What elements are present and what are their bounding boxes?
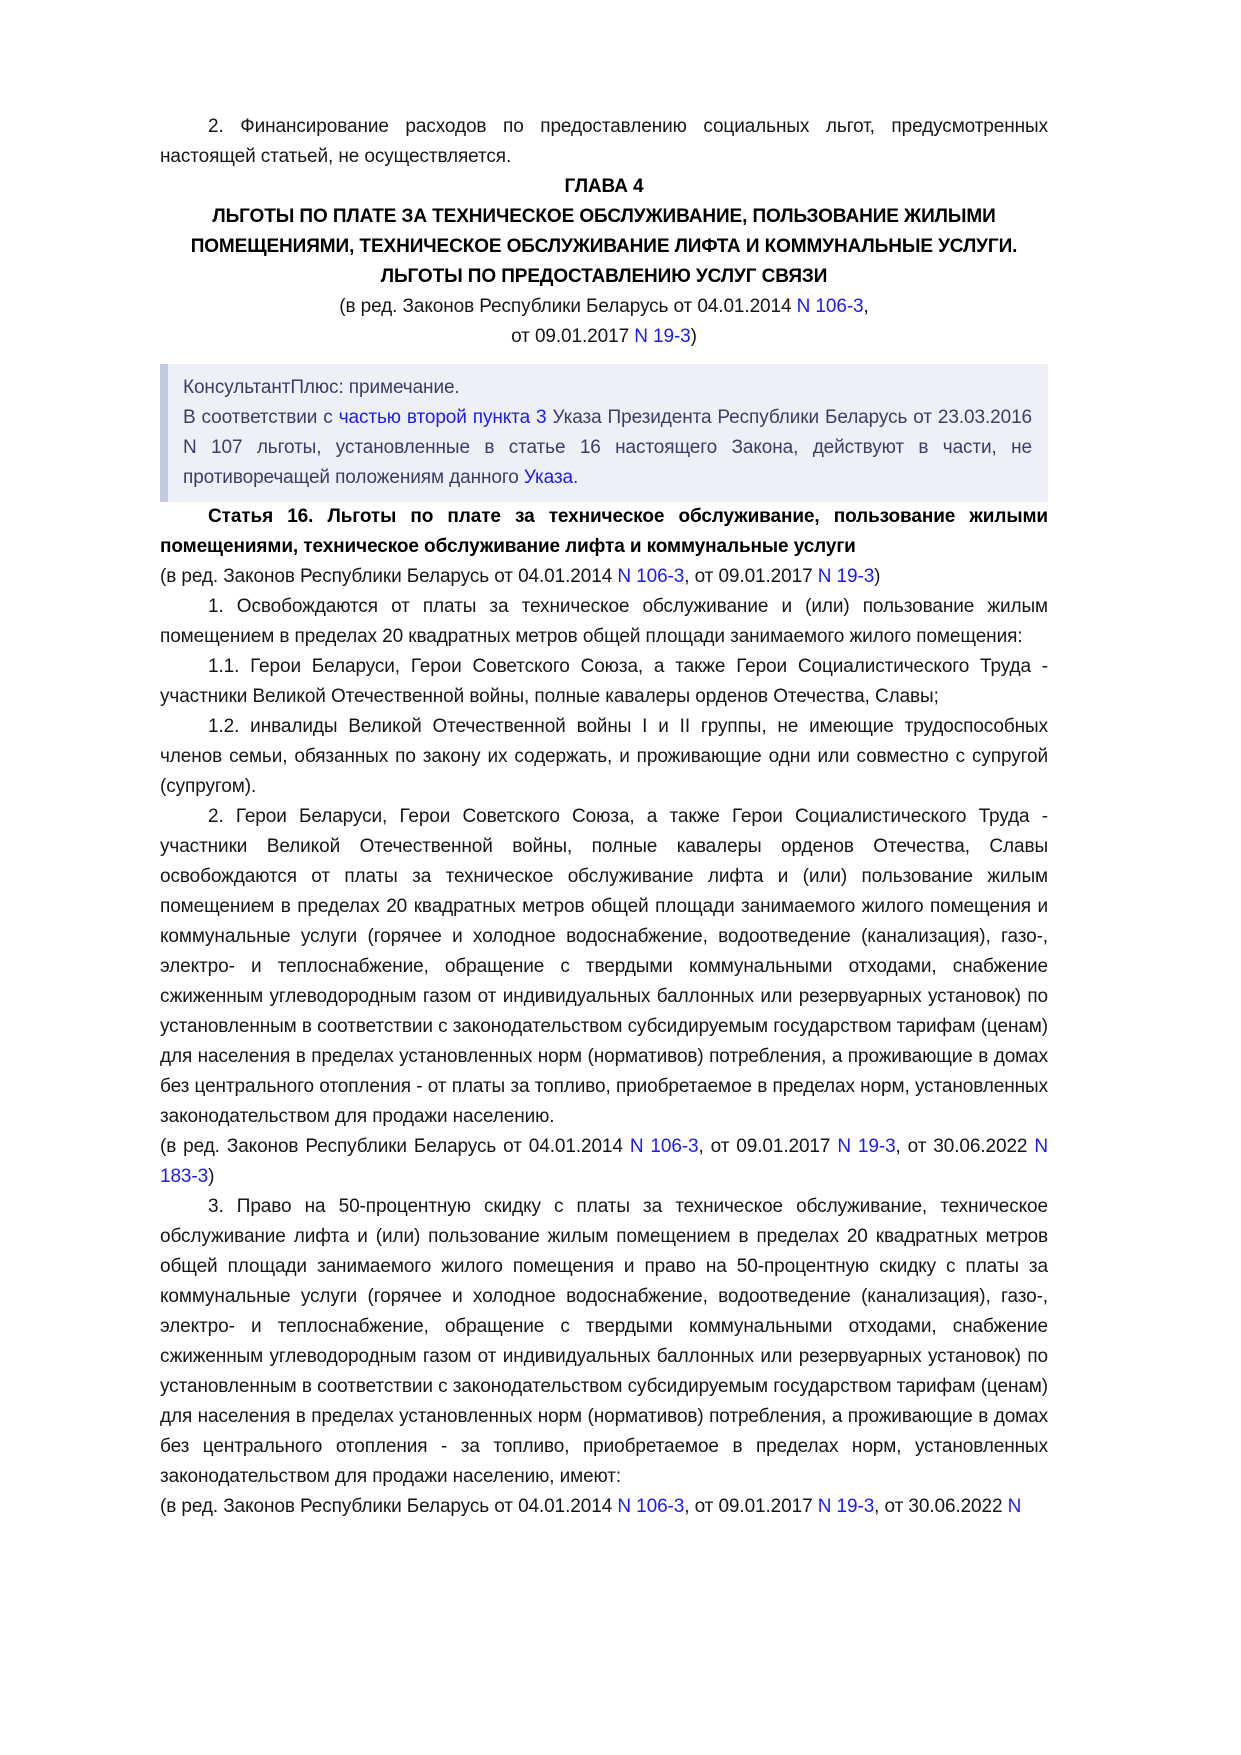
article-edition (160, 562, 1048, 592)
text-segment: , (863, 296, 869, 317)
text-segment: В соответствии с (183, 407, 339, 428)
text-segment: , от 09.01.2017 (684, 1496, 818, 1517)
paragraph-1-2: 1.2. инвалиды Великой Отечественной войны I и II группы, не имеющие трудоспособных членов семьи, обязанных по закону их содержать, и проживающие одни или совместно с супругой (супругом). (160, 716, 1048, 797)
law-link[interactable]: N 19-3 (817, 566, 875, 587)
law-link[interactable]: N 106-3 (796, 296, 864, 317)
law-link[interactable]: N 183-3 (160, 1136, 1048, 1187)
paragraph-2: 2. Герои Беларуси, Герои Советского Союза, а также Герои Социалистического Труда - участники Великой Отечественной войны, полные кавалеры орденов Отечества, Славы освобождаются от платы за техническое обслуживание лифта и (или) пользование жилым помещением в пределах 20 квадратных метров общей площади занимаемого жилого помещения и коммунальные услуги (горячее и холодное водоснабжение, водоотведение (канализация), газо-, электро- и теплоснабжение, обращение с твердыми коммунальными отходами, снабжение сжиженным углеводородным газом от индивидуальных баллонных или резервуарных установок) по установленным в соответствии с законодательством субсидируемым государством тарифам (ценам) для населения в пределах установленных норм (нормативов) потребления, а проживающие в домах без центрального отопления - от платы за топливо, приобретаемое в пределах норм, установленных законодательством для продажи населению. (160, 806, 1048, 1127)
paragraph-1-1: 1.1. Герои Беларуси, Герои Советского Союза, а также Герои Социалистического Труда - участники Великой Отечественной войны, полные кавалеры орденов Отечества, Славы; (160, 656, 1048, 707)
chapter-title: ЛЬГОТЫ ПО ПЛАТЕ ЗА ТЕХНИЧЕСКОЕ ОБСЛУЖИВАНИЕ, ПОЛЬЗОВАНИЕ ЖИЛЫМИ ПОМЕЩЕНИЯМИ, ТЕХНИЧЕСКОЕ ОБСЛУЖИВАНИЕ ЛИФТА И КОММУНАЛЬНЫЕ УСЛУГИ. ЛЬГОТЫ ПО ПРЕДОСТАВЛЕНИЮ УСЛУГ СВЯЗИ (190, 206, 1018, 287)
law-link[interactable]: Указа (523, 467, 573, 488)
text-segment: , от 30.06.2022 (874, 1496, 1008, 1517)
consultant-note (160, 364, 1048, 502)
text-segment: Указа Президента Республики Беларусь от 23.03.2016 N 107 льготы, установленные в статье 16 настоящего Закона, действуют в части, не противоречащей положениям данного (183, 407, 1032, 488)
paragraph-3-edition (160, 1492, 1048, 1522)
paragraph-2-edition (160, 1132, 1048, 1192)
law-link[interactable]: N (1007, 1496, 1022, 1517)
text-segment: ) (208, 1166, 215, 1187)
text-segment: ) (690, 326, 697, 347)
note-body (183, 403, 1032, 493)
text-segment: ) (874, 566, 881, 587)
law-link[interactable]: частью второй пункта 3 (338, 407, 547, 428)
note-header: КонсультантПлюс: примечание. (183, 377, 460, 398)
law-link[interactable]: N 19-3 (634, 326, 691, 347)
chapter-edition-line-1 (160, 292, 1048, 322)
law-link[interactable]: N 106-3 (629, 1136, 699, 1157)
text-segment: . (572, 467, 579, 488)
article-title: Статья 16. Льготы по плате за техническое обслуживание, пользование жилыми помещениями, техническое обслуживание лифта и коммунальные услуги (160, 506, 1048, 557)
text-segment: (в ред. Законов Республики Беларусь от 04.01.2014 (160, 1496, 618, 1517)
chapter-number: ГЛАВА 4 (564, 176, 644, 197)
document-body (160, 112, 1048, 1522)
article-header (160, 502, 1048, 592)
law-link[interactable]: N 19-3 (817, 1496, 875, 1517)
paragraph-financing: 2. Финансирование расходов по предоставлению социальных льгот, предусмотренных настоящей статьей, не осуществляется. (160, 116, 1048, 167)
law-link[interactable]: N 19-3 (837, 1136, 896, 1157)
text-segment: , от 09.01.2017 (698, 1136, 838, 1157)
paragraph-1: 1. Освобождаются от платы за техническое обслуживание и (или) пользование жилым помещением в пределах 20 квадратных метров общей площади занимаемого жилого помещения: (160, 596, 1048, 647)
law-link[interactable]: N 106-3 (617, 566, 685, 587)
text-segment: (в ред. Законов Республики Беларусь от 04.01.2014 (160, 566, 618, 587)
text-segment: , от 09.01.2017 (684, 566, 818, 587)
text-segment: от 09.01.2017 (511, 326, 635, 347)
text-segment: (в ред. Законов Республики Беларусь от 04.01.2014 (160, 1136, 630, 1157)
law-link[interactable]: N 106-3 (617, 1496, 685, 1517)
chapter-header (160, 172, 1048, 352)
text-segment: , от 30.06.2022 (895, 1136, 1035, 1157)
text-segment: (в ред. Законов Республики Беларусь от 04.01.2014 (339, 296, 797, 317)
paragraph-3: 3. Право на 50-процентную скидку с платы за техническое обслуживание, техническое обслуживание лифта и (или) пользование жилым помещением в пределах 20 квадратных метров общей площади занимаемого жилого помещения и право на 50-процентную скидку с платы за коммунальные услуги (горячее и холодное водоснабжение, водоотведение (канализация), газо-, электро- и теплоснабжение, обращение с твердыми коммунальными отходами, снабжение сжиженным углеводородным газом от индивидуальных баллонных или резервуарных установок) по установленным в соответствии с законодательством субсидируемым государством тарифам (ценам) для населения в пределах установленных норм (нормативов) потребления, а проживающие в домах без центрального отопления - за топливо, приобретаемое в пределах норм, установленных законодательством для продажи населению, имеют: (160, 1196, 1048, 1487)
chapter-edition-line-2 (160, 322, 1048, 352)
